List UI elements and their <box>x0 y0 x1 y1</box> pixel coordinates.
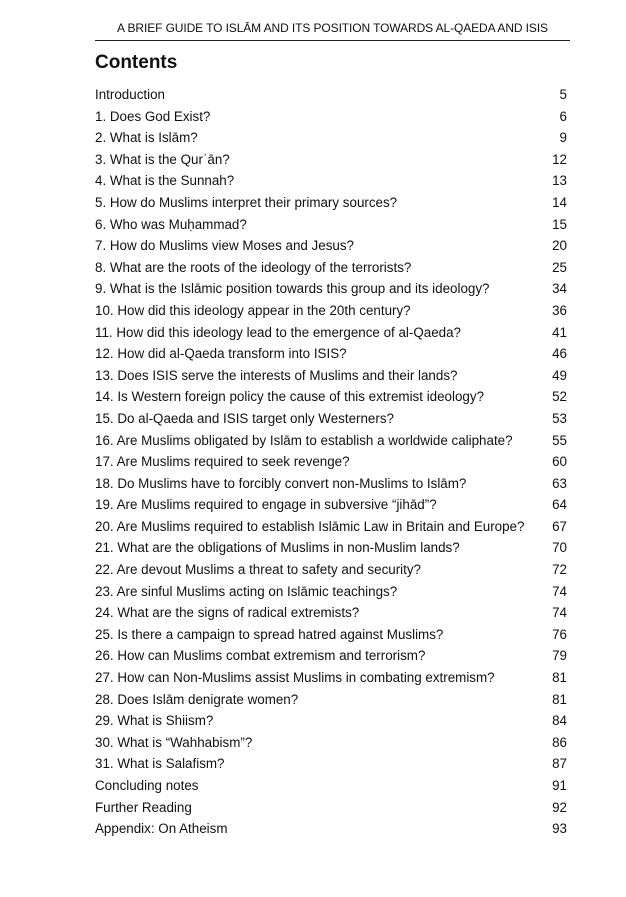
toc-entry-title: 13. Does ISIS serve the interests of Muslims and their lands? <box>95 367 458 383</box>
toc-entry-title: 26. How can Muslims combat extremism and terrorism? <box>95 648 426 664</box>
toc-entry-page-number: 91 <box>552 778 567 793</box>
toc-entry-page-number: 76 <box>552 626 567 642</box>
toc-entry <box>95 389 567 411</box>
toc-entry-title: 8. What are the roots of the ideology of the terrorists? <box>95 259 412 275</box>
toc-entry-title: 2. What is Islām? <box>95 130 198 146</box>
toc-entry-title: 5. How do Muslims interpret their primary sources? <box>95 194 398 210</box>
header-rule <box>95 40 570 41</box>
toc-entry-page-number: 55 <box>552 432 567 448</box>
toc-entry <box>95 735 567 757</box>
toc-entry-title: 19. Are Muslims required to engage in subversive “jihād”? <box>95 497 437 513</box>
toc-entry-title: 17. Are Muslims required to seek revenge? <box>95 454 350 470</box>
toc-entry <box>95 411 567 433</box>
toc-entry-page-number: 60 <box>552 454 567 470</box>
toc-entry <box>95 584 567 606</box>
toc-entry-title: 29. What is Shiism? <box>95 713 214 729</box>
toc-entry-title: 18. Do Muslims have to forcibly convert non-Muslims to Islām? <box>95 475 467 491</box>
toc-entry-title: 23. Are sinful Muslims acting on Islāmic teachings? <box>95 583 398 599</box>
toc-entry-title: Appendix: On Atheism <box>95 821 228 837</box>
toc-entry <box>95 152 567 174</box>
toc-entry <box>95 540 567 562</box>
running-header: A BRIEF GUIDE TO ISLĀM AND ITS POSITION TOWARDS AL-QAEDA AND ISIS <box>117 21 548 35</box>
toc-entry-page-number: 20 <box>552 238 567 254</box>
toc-entry <box>95 303 567 325</box>
toc-entry <box>95 800 567 822</box>
toc-entry-title: 3. What is the Qurʾān? <box>95 151 230 167</box>
toc-entry-page-number: 70 <box>552 540 567 556</box>
toc-entry-page-number: 87 <box>552 756 567 772</box>
toc-entry-page-number: 6 <box>559 108 567 124</box>
table-of-contents <box>95 87 567 843</box>
toc-entry-title: 6. Who was Muḥammad? <box>95 216 247 232</box>
toc-entry-page-number: 14 <box>552 194 567 210</box>
toc-entry-page-number: 53 <box>552 410 567 426</box>
toc-entry <box>95 368 567 390</box>
toc-entry <box>95 476 567 498</box>
toc-entry <box>95 130 567 152</box>
toc-entry-title: 14. Is Western foreign policy the cause of this extremist ideology? <box>95 389 485 405</box>
toc-entry-title: 9. What is the Islāmic position towards this group and its ideology? <box>95 281 490 297</box>
toc-entry-title: 16. Are Muslims obligated by Islām to establish a worldwide caliphate? <box>95 432 513 448</box>
toc-entry <box>95 454 567 476</box>
toc-entry-page-number: 49 <box>552 367 567 383</box>
toc-entry <box>95 109 567 131</box>
toc-entry <box>95 778 567 800</box>
toc-entry-title: 15. Do al-Qaeda and ISIS target only Westerners? <box>95 410 394 426</box>
toc-entry-page-number: 46 <box>552 346 567 362</box>
toc-entry-page-number: 64 <box>552 497 567 513</box>
toc-entry-page-number: 12 <box>552 151 567 167</box>
toc-entry-page-number: 13 <box>552 173 567 189</box>
toc-entry-page-number: 34 <box>552 281 567 297</box>
toc-entry-title: Further Reading <box>95 799 192 815</box>
toc-entry <box>95 346 567 368</box>
toc-entry-page-number: 93 <box>552 821 567 837</box>
toc-entry-page-number: 63 <box>552 475 567 491</box>
toc-entry-title: 11. How did this ideology lead to the emergence of al-Qaeda? <box>95 324 461 340</box>
toc-entry <box>95 519 567 541</box>
toc-entry-title: 10. How did this ideology appear in the 20th century? <box>95 302 411 318</box>
toc-entry-title: 30. What is “Wahhabism”? <box>95 734 253 750</box>
toc-entry-page-number: 52 <box>552 389 567 405</box>
toc-entry-page-number: 86 <box>552 734 567 750</box>
toc-entry <box>95 325 567 347</box>
toc-entry-title: Introduction <box>95 87 165 102</box>
toc-entry <box>95 670 567 692</box>
toc-entry-title: 20. Are Muslims required to establish Islāmic Law in Britain and Europe? <box>95 518 525 534</box>
toc-entry <box>95 756 567 778</box>
toc-entry-title: 27. How can Non-Muslims assist Muslims in combating extremism? <box>95 670 495 686</box>
toc-entry-title: 25. Is there a campaign to spread hatred against Muslims? <box>95 626 444 642</box>
toc-entry-title: Concluding notes <box>95 778 199 793</box>
toc-entry <box>95 87 567 109</box>
toc-entry-title: 4. What is the Sunnah? <box>95 173 235 189</box>
toc-entry <box>95 195 567 217</box>
toc-entry-page-number: 67 <box>552 518 567 534</box>
toc-entry <box>95 173 567 195</box>
toc-entry <box>95 281 567 303</box>
toc-entry-title: 24. What are the signs of radical extremists? <box>95 605 360 621</box>
toc-entry <box>95 713 567 735</box>
toc-entry <box>95 562 567 584</box>
toc-entry-page-number: 5 <box>559 87 567 102</box>
toc-entry-page-number: 41 <box>552 324 567 340</box>
toc-entry-title: 28. Does Islām denigrate women? <box>95 691 299 707</box>
toc-entry-title: 21. What are the obligations of Muslims in non-Muslim lands? <box>95 540 460 556</box>
toc-entry-title: 22. Are devout Muslims a threat to safety and security? <box>95 562 422 578</box>
toc-entry <box>95 217 567 239</box>
page-title: Contents <box>95 52 178 73</box>
toc-entry-page-number: 15 <box>552 216 567 232</box>
toc-entry <box>95 605 567 627</box>
toc-entry <box>95 260 567 282</box>
toc-entry-title: 31. What is Salafism? <box>95 756 225 772</box>
toc-entry-title: 12. How did al-Qaeda transform into ISIS? <box>95 346 347 362</box>
toc-entry <box>95 627 567 649</box>
toc-entry-page-number: 92 <box>552 799 567 815</box>
toc-entry-title: 7. How do Muslims view Moses and Jesus? <box>95 238 354 254</box>
toc-entry-page-number: 74 <box>552 605 567 621</box>
toc-entry-title: 1. Does God Exist? <box>95 108 211 124</box>
toc-entry-page-number: 81 <box>552 670 567 686</box>
toc-entry-page-number: 36 <box>552 302 567 318</box>
toc-entry-page-number: 72 <box>552 562 567 578</box>
toc-entry <box>95 497 567 519</box>
toc-entry-page-number: 84 <box>552 713 567 729</box>
toc-entry <box>95 648 567 670</box>
toc-entry <box>95 692 567 714</box>
toc-entry-page-number: 79 <box>552 648 567 664</box>
toc-entry <box>95 238 567 260</box>
toc-entry <box>95 433 567 455</box>
toc-entry-page-number: 74 <box>552 583 567 599</box>
toc-entry-page-number: 81 <box>552 691 567 707</box>
toc-entry-page-number: 9 <box>559 130 567 146</box>
toc-entry-page-number: 25 <box>552 259 567 275</box>
toc-entry <box>95 821 567 843</box>
